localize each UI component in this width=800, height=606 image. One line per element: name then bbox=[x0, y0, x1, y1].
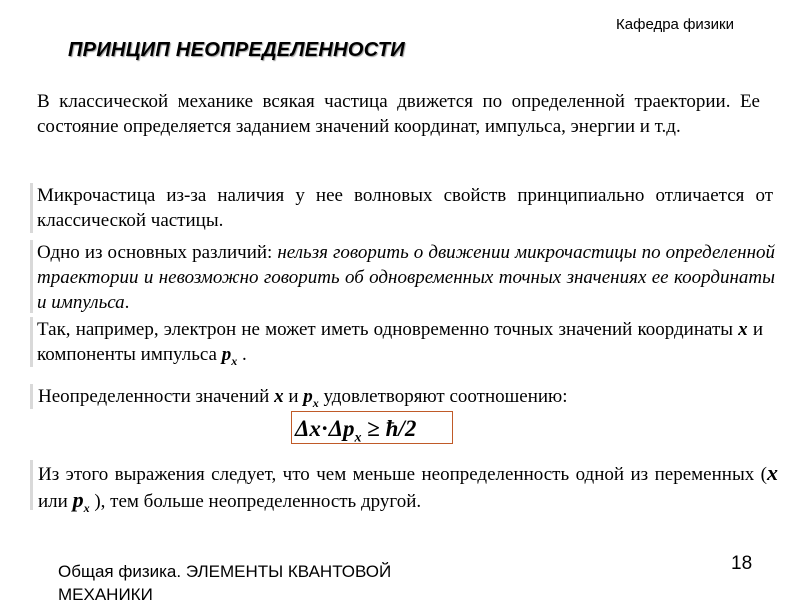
formula-geq: ≥ bbox=[361, 416, 386, 441]
p4-symbol-x: x bbox=[738, 319, 748, 340]
p5-symbol-x: x bbox=[274, 386, 284, 407]
paragraph-accent-bar bbox=[30, 240, 33, 313]
p6-text-c: ), тем больше неопределенность другой. bbox=[89, 491, 422, 512]
p4-symbol-subscript: x bbox=[231, 353, 238, 368]
p6-text-b: или bbox=[38, 491, 73, 512]
p4-symbol-p: p bbox=[221, 344, 232, 365]
paragraph-accent-bar bbox=[30, 317, 33, 367]
formula-p: p bbox=[343, 416, 355, 441]
footer-course-title: Общая физика. ЭЛЕМЕНТЫ КВАНТОВОЙ МЕХАНИКИ bbox=[58, 562, 392, 604]
p5-text-c: удовлетворяют соотношению: bbox=[318, 386, 568, 407]
p6-symbol-p: p bbox=[72, 487, 84, 512]
p3-text-start: Одно из основных различий: bbox=[37, 242, 278, 263]
formula-delta: Δ bbox=[328, 416, 344, 441]
p6-symbol-subscript: x bbox=[83, 500, 90, 515]
paragraph-main-difference bbox=[37, 240, 775, 315]
paragraph-accent-bar bbox=[30, 460, 33, 510]
p4-text-a: Так, например, электрон не может иметь одновременно точных значений координаты bbox=[37, 319, 739, 340]
department-label: Кафедра физики bbox=[616, 16, 734, 33]
uncertainty-formula bbox=[291, 411, 453, 444]
formula-x: x bbox=[309, 416, 321, 441]
p3-italic-statement: нельзя говорить о движении микрочастицы по определенной траектории и невозможно говорить об одновременных точных значениях ее координаты и импульса bbox=[37, 242, 775, 313]
formula-delta: Δ bbox=[295, 416, 310, 441]
p6-symbol-x: x bbox=[767, 460, 778, 485]
p6-text-a: Из этого выражения следует, что чем меньше неопределенность одной из переменных ( bbox=[38, 464, 767, 485]
p5-text-b: и bbox=[283, 386, 304, 407]
paragraph-microparticle: Микрочастица из-за наличия у нее волновых свойств принципиально отличается от классической частицы. bbox=[37, 185, 773, 231]
p5-text-a: Неопределенности значений bbox=[38, 386, 275, 407]
p5-symbol-subscript: x bbox=[312, 395, 319, 410]
paragraph-conclusion bbox=[38, 460, 778, 521]
page-number: 18 bbox=[731, 553, 753, 574]
formula-dot: · bbox=[320, 416, 329, 441]
paragraph-electron-example bbox=[37, 317, 763, 374]
p4-text-c: . bbox=[237, 344, 247, 365]
p4-text-b: и компоненты импульса bbox=[37, 319, 763, 365]
slide-title: ПРИНЦИП НЕОПРЕДЕЛЕННОСТИ bbox=[68, 39, 405, 61]
formula-hbar: ħ/2 bbox=[385, 416, 417, 441]
formula-subscript: x bbox=[354, 430, 362, 446]
paragraph-accent-bar bbox=[30, 384, 33, 409]
p3-text-end: . bbox=[124, 292, 130, 313]
p5-symbol-p: p bbox=[303, 386, 313, 407]
paragraph-accent-bar bbox=[30, 183, 33, 233]
paragraph-classical-mechanics: В классической механике всякая частица движется по определенной траектории. Ее состояние определяется заданием значений координат, импульса, энергии и т.д. bbox=[37, 91, 760, 137]
